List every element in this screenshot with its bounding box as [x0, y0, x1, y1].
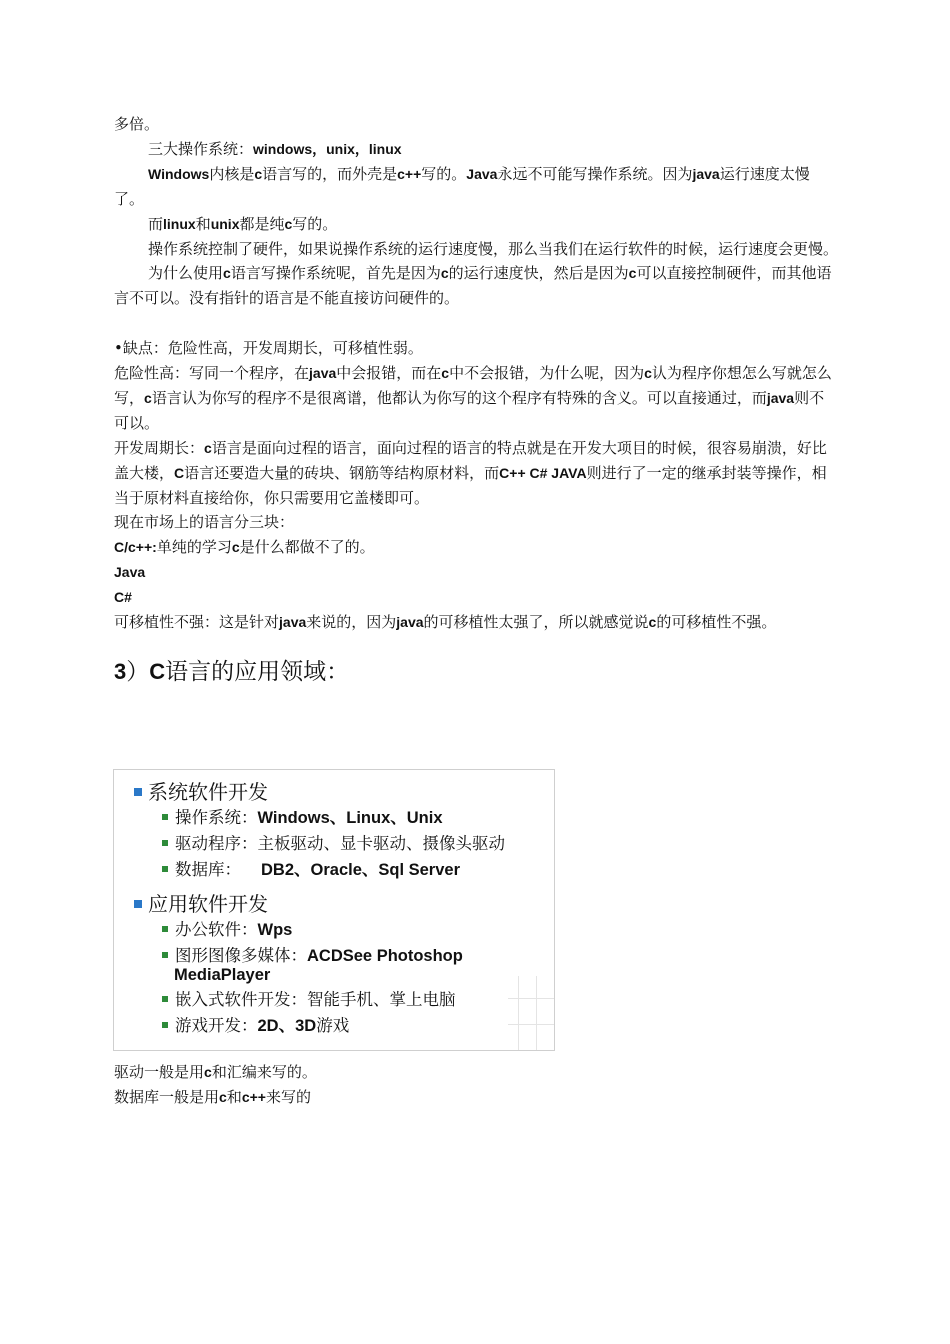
square-bullet-icon	[162, 952, 168, 958]
square-bullet-icon	[162, 840, 168, 846]
paragraph: 多倍。	[114, 115, 160, 133]
decorative-grid	[508, 976, 554, 1050]
paragraph: 可移植性不强：这是针对java来说的，因为java的可移植性太强了，所以就感觉说c的可移植性不强。	[114, 613, 777, 632]
square-bullet-icon	[134, 788, 142, 796]
figure-heading-system: 系统软件开发	[134, 779, 268, 805]
paragraph: 而linux和unix都是纯c写的。	[148, 214, 338, 233]
figure-heading-application: 应用软件开发	[134, 891, 268, 917]
paragraph: 危险性高：写同一个程序，在java中会报错，而在c中不会报错，为什么呢，因为c认为程序你想怎么写就怎么写，c语言认为你写的程序不是很离谱，他都认为你写的这个程序有特殊的含义。可以直接通过，而java则不可以。	[114, 364, 832, 432]
figure-item: 驱动程序：主板驱动、显卡驱动、摄像头驱动	[162, 833, 505, 855]
paragraph: 数据库一般是用c和c++来写的	[114, 1088, 311, 1106]
paragraph: 驱动一般是用c和汇编来写的。	[114, 1063, 317, 1081]
paragraph: C#	[114, 589, 132, 606]
blank-line	[114, 311, 838, 336]
paragraph: Java	[114, 564, 146, 581]
paragraph: 现在市场上的语言分三块：	[114, 513, 295, 532]
application-fields-figure	[113, 769, 555, 1051]
square-bullet-icon	[162, 1022, 168, 1028]
section-heading: 3）C语言的应用领域：	[114, 659, 350, 686]
figure-item-continuation: MediaPlayer	[174, 966, 271, 984]
figure-item: 嵌入式软件开发：智能手机、掌上电脑	[162, 989, 456, 1011]
paragraph: 开发周期长：c语言是面向过程的语言，面向过程的语言的特点就是在开发大项目的时候，很容易崩溃，好比盖大楼，C语言还要造大量的砖块、钢筋等结构原材料，而C++ C# JAVA则进行了一定的继承封装等操作，相当于原材料直接给你，你只需要用它盖楼即可。	[114, 438, 827, 507]
figure-item: 游戏开发：2D、3D游戏	[162, 1015, 349, 1037]
figure-item: 数据库： DB2、Oracle、Sql Server	[162, 859, 460, 881]
square-bullet-icon	[134, 900, 142, 908]
document-tail	[114, 1060, 838, 1110]
paragraph: 为什么使用c语言写操作系统呢，首先是因为c的运行速度快，然后是因为c可以直接控制硬件，而其他语言不可以。没有指针的语言是不能直接访问硬件的。	[114, 264, 832, 308]
paragraph: C/c++:单纯的学习c是什么都做不了的。	[114, 538, 375, 557]
square-bullet-icon	[162, 866, 168, 872]
paragraph: 操作系统控制了硬件，如果说操作系统的运行速度慢，那么当我们在运行软件的时候，运行速度会更慢。	[148, 239, 839, 258]
figure-item: 操作系统：Windows、Linux、Unix	[162, 807, 443, 829]
square-bullet-icon	[162, 814, 168, 820]
figure-item: 办公软件：Wps	[162, 919, 292, 941]
square-bullet-icon	[162, 996, 168, 1002]
paragraph: 三大操作系统：windows，unix，linux	[148, 139, 402, 158]
figure-item: 图形图像多媒体：ACDSee Photoshop	[162, 945, 463, 967]
square-bullet-icon	[162, 926, 168, 932]
paragraph: Windows内核是c语言写的，而外壳是c++写的。Java永远不可能写操作系统。因为java运行速度太慢了。	[114, 164, 810, 208]
bullet-paragraph: •缺点：危险性高，开发周期长，可移植性弱。	[114, 339, 423, 358]
document-body	[114, 112, 838, 689]
